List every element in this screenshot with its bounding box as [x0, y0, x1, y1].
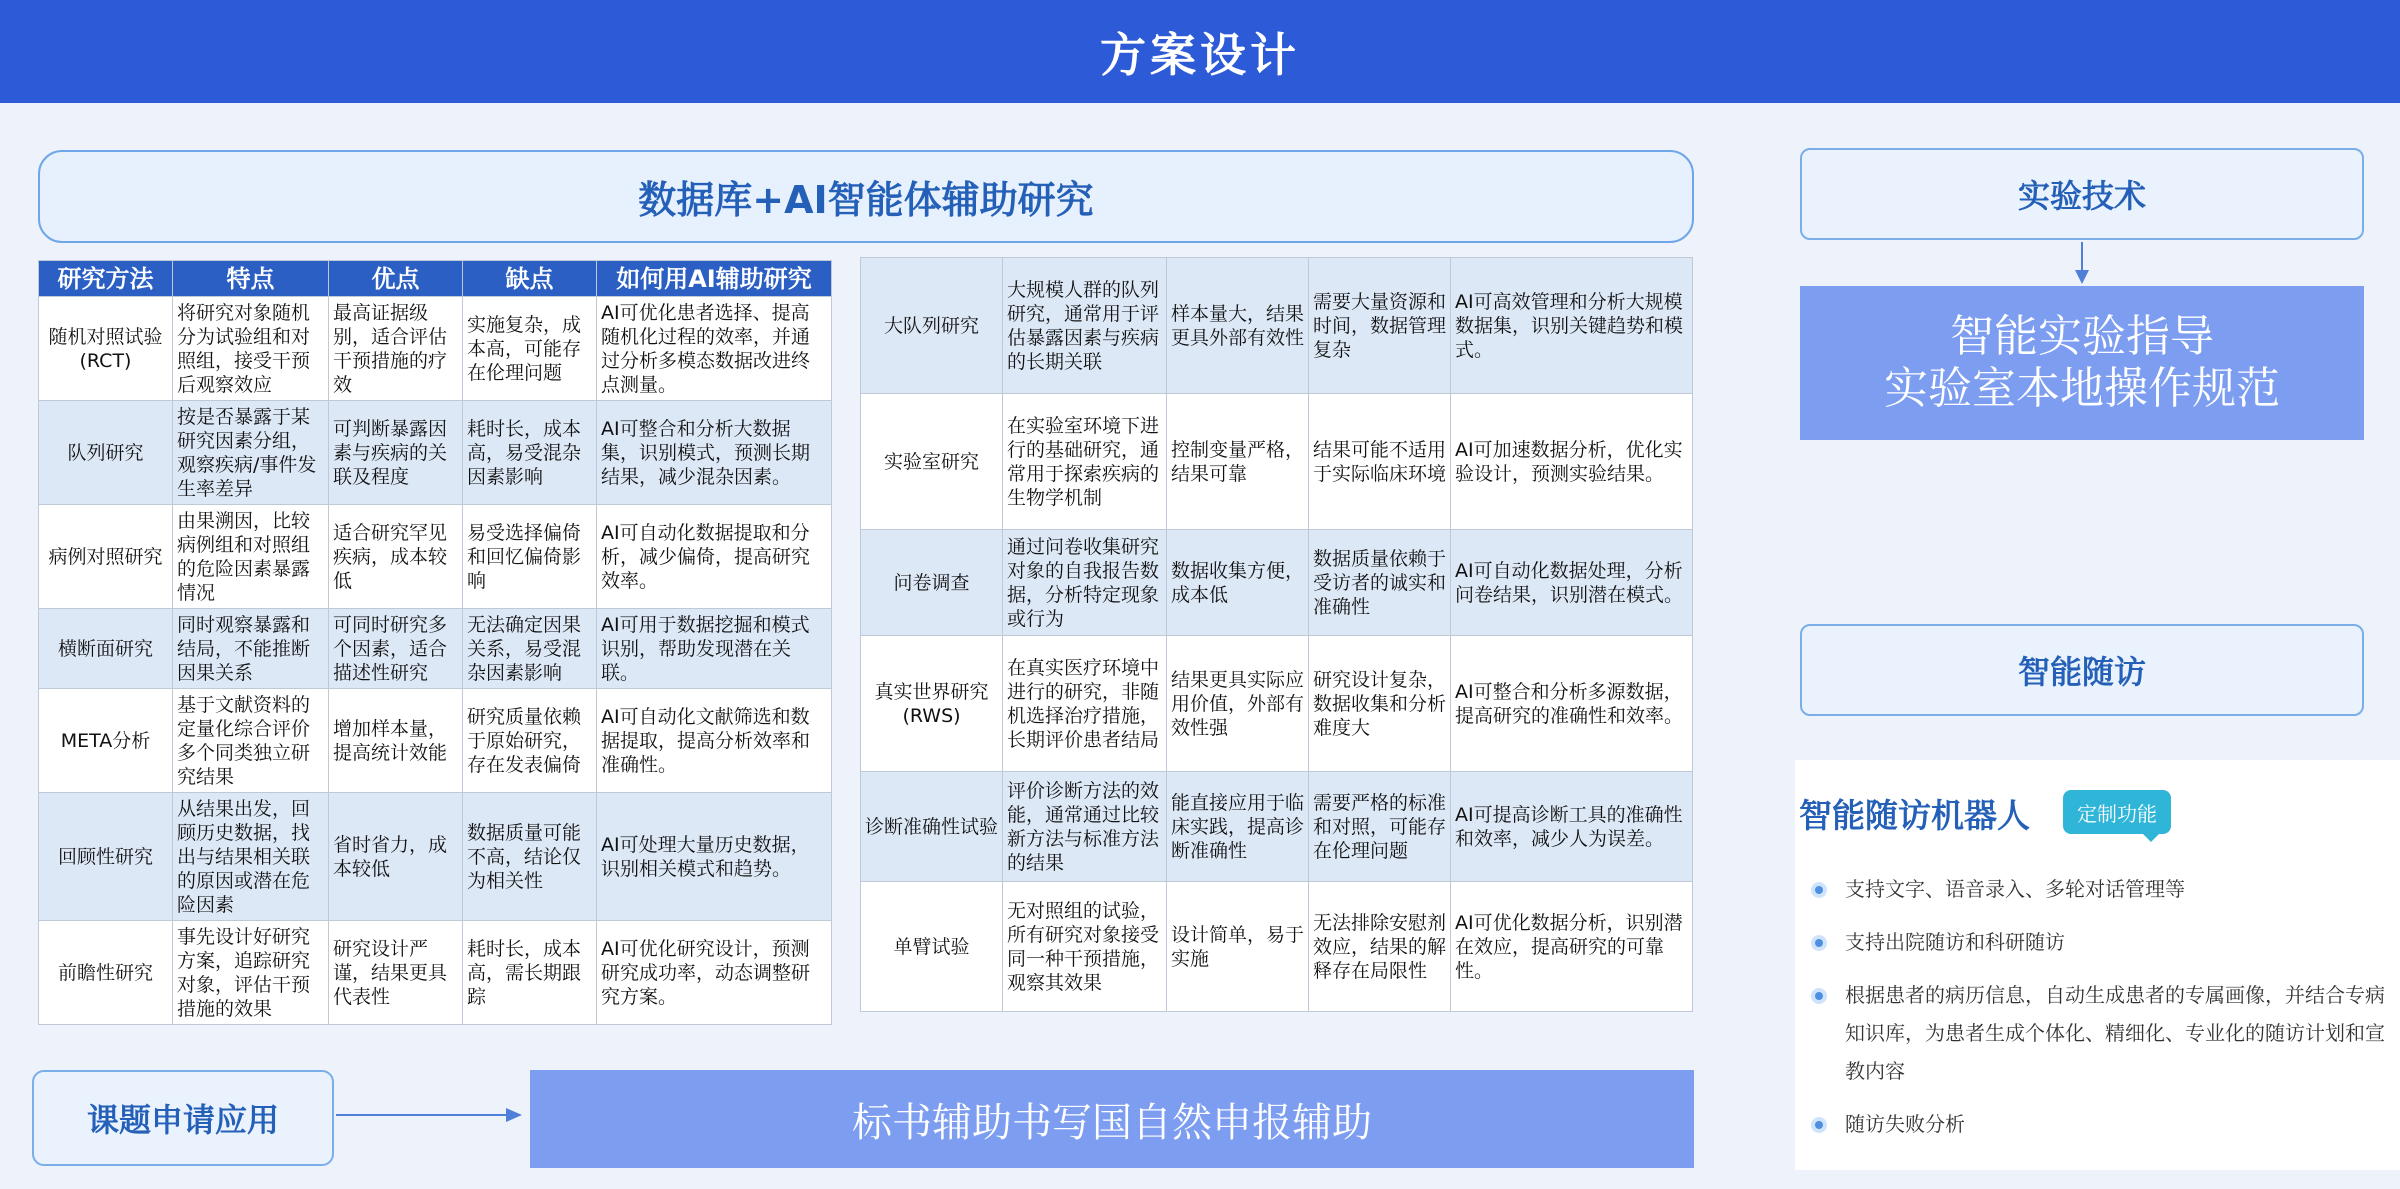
- cell-method: 问卷调查: [861, 530, 1003, 636]
- feature-text: 根据患者的病历信息，自动生成患者的专属画像，并结合专病知识库，为患者生成个体化、精细化、专业化的随访计划和宣教内容: [1845, 983, 2385, 1083]
- bullet-dot-icon: [1811, 882, 1827, 898]
- right-arrow-line: [336, 1114, 508, 1116]
- cell-method: 诊断准确性试验: [861, 772, 1003, 882]
- table-row: [39, 609, 832, 689]
- cell-pros: 研究设计严谨，结果更具代表性: [329, 921, 463, 1025]
- cell-ai: AI可优化研究设计，预测研究成功率，动态调整研究方案。: [597, 921, 832, 1025]
- table-row: [861, 636, 1693, 772]
- cell-method: META分析: [39, 689, 173, 793]
- cell-cons: 无法排除安慰剂效应，结果的解释存在局限性: [1309, 882, 1451, 1012]
- bullet-dot-icon: [1811, 1117, 1827, 1133]
- lab-guide-line-2: 实验室本地操作规范: [1884, 363, 2280, 414]
- cell-cons: 实施复杂，成本高，可能存在伦理问题: [463, 297, 597, 401]
- badge-pointer-icon: [2143, 834, 2159, 842]
- table-row: [39, 689, 832, 793]
- table-row: [39, 921, 832, 1025]
- proposal-writing-box: [530, 1070, 1694, 1168]
- cell-pros: 设计简单，易于实施: [1167, 882, 1309, 1012]
- cell-ai: AI可提高诊断工具的准确性和效率，减少人为误差。: [1451, 772, 1693, 882]
- cell-ai: AI可自动化数据提取和分析，减少偏倚，提高研究效率。: [597, 505, 832, 609]
- col-header-features: 特点: [173, 261, 329, 297]
- list-item: [1805, 870, 2397, 908]
- feature-text: 随访失败分析: [1845, 1112, 1965, 1136]
- bullet-dot-icon: [1811, 935, 1827, 951]
- banner-title: 数据库+AI智能体辅助研究: [638, 178, 1094, 222]
- lab-guide-line-1: 智能实验指导: [1950, 311, 2214, 362]
- experiment-tech-box: [1800, 148, 2364, 240]
- cell-pros: 省时省力，成本较低: [329, 793, 463, 921]
- cell-cons: 无法确定因果关系，易受混杂因素影响: [463, 609, 597, 689]
- cell-features: 事先设计好研究方案，追踪研究对象，评估干预措施的效果: [173, 921, 329, 1025]
- cell-method: 病例对照研究: [39, 505, 173, 609]
- cell-pros: 能直接应用于临床实践，提高诊断准确性: [1167, 772, 1309, 882]
- table-row: [39, 505, 832, 609]
- experiment-tech-title: 实验技术: [2017, 177, 2146, 215]
- cell-features: 通过问卷收集研究对象的自我报告数据，分析特定现象或行为: [1003, 530, 1167, 636]
- header-bar: [0, 0, 2400, 103]
- cell-pros: 结果更具实际应用价值，外部有效性强: [1167, 636, 1309, 772]
- table-row: [39, 297, 832, 401]
- col-header-pros: 优点: [329, 261, 463, 297]
- cell-method: 实验室研究: [861, 394, 1003, 530]
- table-row: [861, 882, 1693, 1012]
- smart-follow-up-box: [1800, 624, 2364, 716]
- table-row: [861, 772, 1693, 882]
- cell-pros: 样本量大，结果更具外部有效性: [1167, 258, 1309, 394]
- down-arrow-line: [2081, 242, 2083, 272]
- cell-pros: 可判断暴露因素与疾病的关联及程度: [329, 401, 463, 505]
- cell-ai: AI可高效管理和分析大规模数据集，识别关键趋势和模式。: [1451, 258, 1693, 394]
- cell-method: 随机对照试验(RCT): [39, 297, 173, 401]
- proposal-writing-title: 标书辅助书写国自然申报辅助: [852, 1099, 1372, 1146]
- table-header-row: [39, 261, 832, 297]
- cell-pros: 控制变量严格，结果可靠: [1167, 394, 1309, 530]
- cell-cons: 数据质量可能不高，结论仅为相关性: [463, 793, 597, 921]
- cell-method: 前瞻性研究: [39, 921, 173, 1025]
- cell-pros: 数据收集方便，成本低: [1167, 530, 1309, 636]
- cell-ai: AI可优化数据分析，识别潜在效应，提高研究的可靠性。: [1451, 882, 1693, 1012]
- col-header-method: 研究方法: [39, 261, 173, 297]
- database-ai-banner: [38, 150, 1694, 243]
- cell-pros: 增加样本量，提高统计效能: [329, 689, 463, 793]
- col-header-ai-assist: 如何用AI辅助研究: [597, 261, 832, 297]
- feature-text: 支持出院随访和科研随访: [1845, 930, 2065, 954]
- cell-cons: 易受选择偏倚和回忆偏倚影响: [463, 505, 597, 609]
- table-row: [861, 530, 1693, 636]
- cell-method: 横断面研究: [39, 609, 173, 689]
- cell-features: 按是否暴露于某研究因素分组，观察疾病/事件发生率差异: [173, 401, 329, 505]
- table-row: [861, 258, 1693, 394]
- research-methods-table-left: [38, 260, 832, 1025]
- cell-features: 在真实医疗环境中进行的研究，非随机选择治疗措施，长期评价患者结局: [1003, 636, 1167, 772]
- page-title: 方案设计: [1100, 27, 1300, 82]
- cell-method: 真实世界研究(RWS): [861, 636, 1003, 772]
- bullet-dot-icon: [1811, 988, 1827, 1004]
- cell-cons: 需要大量资源和时间，数据管理复杂: [1309, 258, 1451, 394]
- robot-title: 智能随访机器人: [1799, 796, 2030, 835]
- col-header-cons: 缺点: [463, 261, 597, 297]
- cell-pros: 适合研究罕见疾病，成本较低: [329, 505, 463, 609]
- cell-cons: 耗时长，成本高，易受混杂因素影响: [463, 401, 597, 505]
- cell-ai: AI可自动化数据处理，分析问卷结果，识别潜在模式。: [1451, 530, 1693, 636]
- cell-features: 在实验室环境下进行的基础研究，通常用于探索疾病的生物学机制: [1003, 394, 1167, 530]
- project-application-box: [32, 1070, 334, 1166]
- cell-method: 回顾性研究: [39, 793, 173, 921]
- down-arrow-icon: [2075, 270, 2089, 284]
- cell-cons: 结果可能不适用于实际临床环境: [1309, 394, 1451, 530]
- feature-text: 支持文字、语音录入、多轮对话管理等: [1845, 877, 2185, 901]
- custom-feature-badge: 定制功能: [2063, 790, 2171, 834]
- cell-ai: AI可自动化文献筛选和数据提取，提高分析效率和准确性。: [597, 689, 832, 793]
- cell-ai: AI可优化患者选择、提高随机化过程的效率，并通过分析多模态数据改进终点测量。: [597, 297, 832, 401]
- cell-pros: 最高证据级别，适合评估干预措施的疗效: [329, 297, 463, 401]
- cell-features: 大规模人群的队列研究，通常用于评估暴露因素与疾病的长期关联: [1003, 258, 1167, 394]
- cell-cons: 研究设计复杂，数据收集和分析难度大: [1309, 636, 1451, 772]
- robot-feature-list: [1805, 870, 2397, 1158]
- list-item: [1805, 976, 2397, 1090]
- cell-method: 队列研究: [39, 401, 173, 505]
- cell-ai: AI可整合和分析大数据集，识别模式，预测长期结果，减少混杂因素。: [597, 401, 832, 505]
- table-row: [39, 401, 832, 505]
- cell-cons: 数据质量依赖于受访者的诚实和准确性: [1309, 530, 1451, 636]
- right-arrow-icon: [506, 1108, 522, 1122]
- smart-follow-up-title: 智能随访: [2017, 653, 2146, 691]
- table-row: [39, 793, 832, 921]
- research-methods-table-right: [860, 257, 1693, 1012]
- cell-method: 大队列研究: [861, 258, 1003, 394]
- cell-features: 由果溯因，比较病例组和对照组的危险因素暴露情况: [173, 505, 329, 609]
- cell-ai: AI可整合和分析多源数据，提高研究的准确性和效率。: [1451, 636, 1693, 772]
- cell-ai: AI可用于数据挖掘和模式识别，帮助发现潜在关联。: [597, 609, 832, 689]
- cell-features: 同时观察暴露和结局，不能推断因果关系: [173, 609, 329, 689]
- list-item: [1805, 923, 2397, 961]
- cell-ai: AI可加速数据分析，优化实验设计，预测实验结果。: [1451, 394, 1693, 530]
- cell-features: 将研究对象随机分为试验组和对照组，接受干预后观察效应: [173, 297, 329, 401]
- cell-features: 从结果出发，回顾历史数据，找出与结果相关联的原因或潜在危险因素: [173, 793, 329, 921]
- cell-features: 评价诊断方法的效能，通常通过比较新方法与标准方法的结果: [1003, 772, 1167, 882]
- smart-lab-guide-box: [1800, 286, 2364, 440]
- list-item: [1805, 1105, 2397, 1143]
- cell-features: 基于文献资料的定量化综合评价多个同类独立研究结果: [173, 689, 329, 793]
- cell-cons: 研究质量依赖于原始研究，存在发表偏倚: [463, 689, 597, 793]
- cell-ai: AI可处理大量历史数据，识别相关模式和趋势。: [597, 793, 832, 921]
- follow-up-robot-panel: [1795, 760, 2400, 1170]
- project-application-title: 课题申请应用: [86, 1101, 279, 1139]
- cell-features: 无对照组的试验，所有研究对象接受同一种干预措施，观察其效果: [1003, 882, 1167, 1012]
- cell-pros: 可同时研究多个因素，适合描述性研究: [329, 609, 463, 689]
- table-row: [861, 394, 1693, 530]
- cell-cons: 耗时长，成本高，需长期跟踪: [463, 921, 597, 1025]
- cell-cons: 需要严格的标准和对照，可能存在伦理问题: [1309, 772, 1451, 882]
- cell-method: 单臂试验: [861, 882, 1003, 1012]
